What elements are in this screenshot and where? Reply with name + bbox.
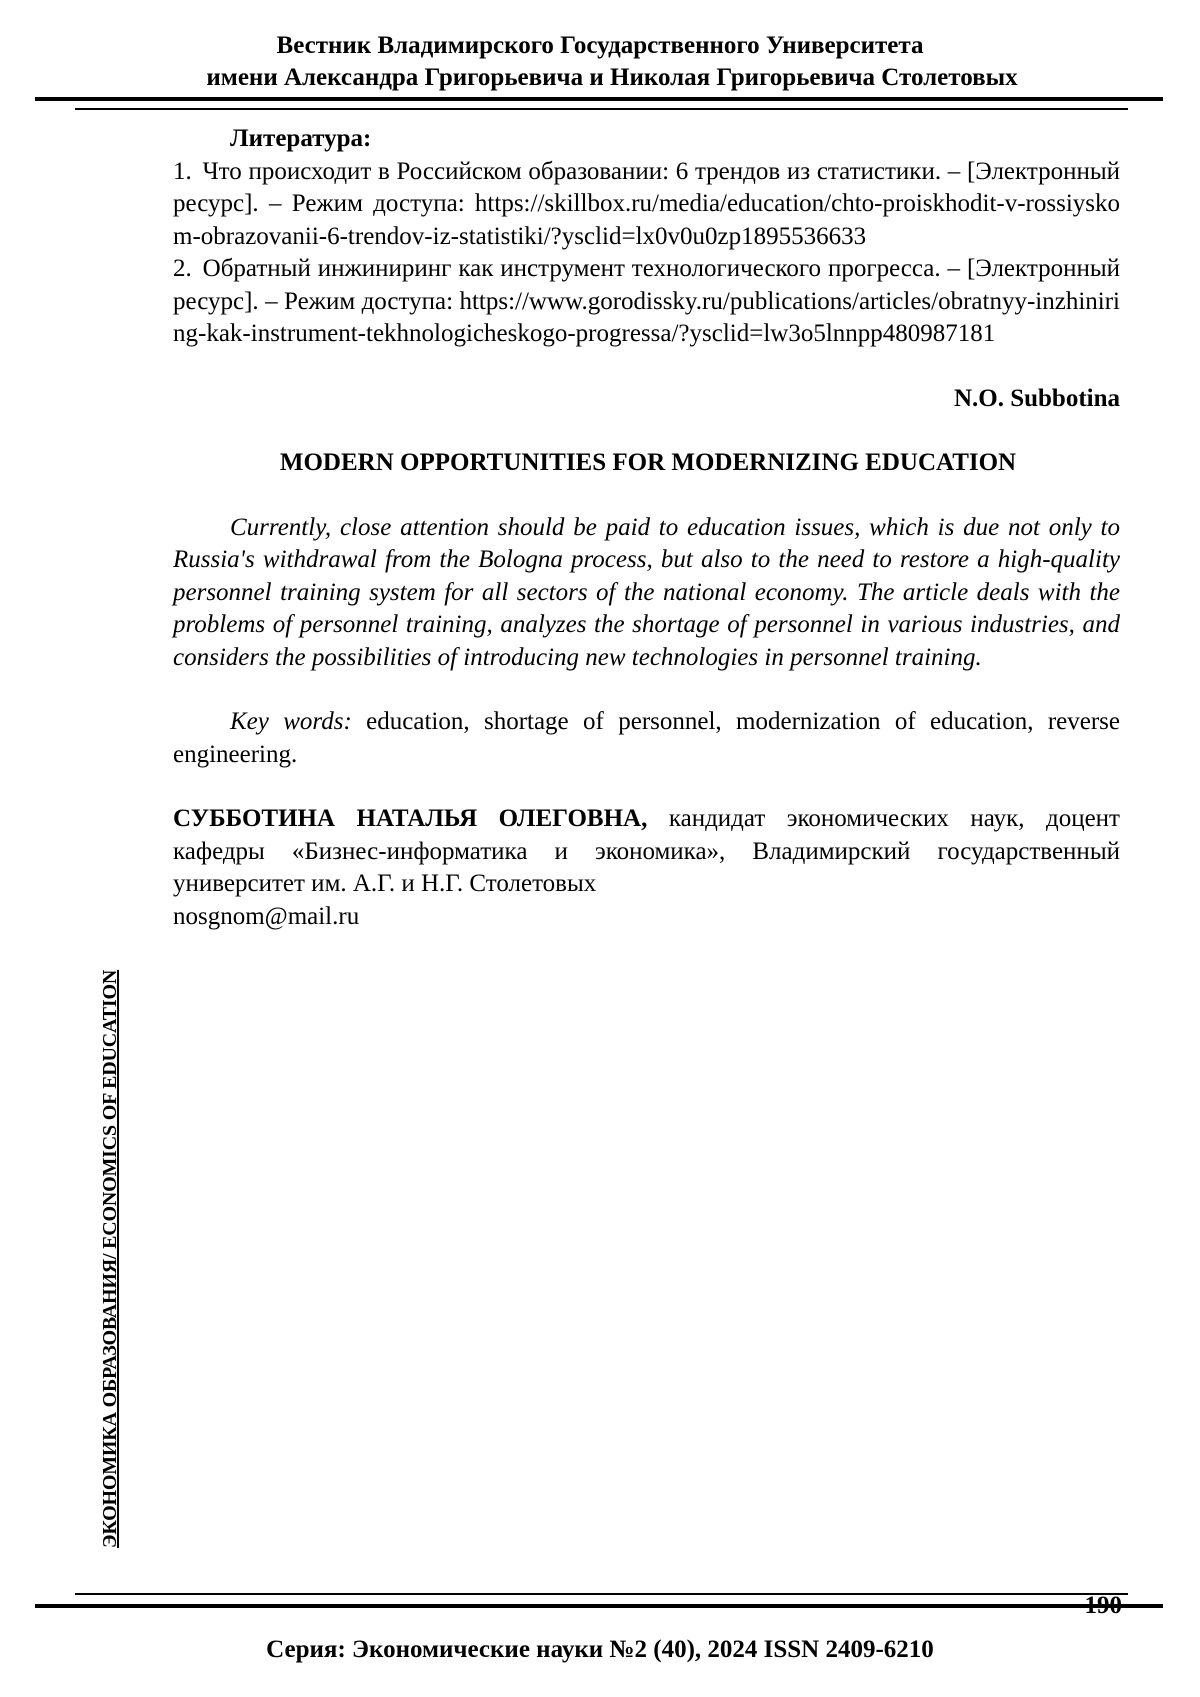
- author-email: nosgnom@mail.ru: [173, 902, 360, 930]
- journal-header: [0, 30, 1200, 94]
- journal-title-line1: Вестник Владимирского Государственного Университета: [276, 32, 924, 59]
- reference-text: Что происходит в Российском образовании: 6 трендов из статистики. – [Электронный ресурс]. – Режим доступа: https://skillbox.ru/media/education/chto-proiskhodit-v-rossiyskom-obrazovanii-6-trendov-iz-statistiki/?ysclid=lx0v0u0zp1895536633: [173, 157, 1120, 250]
- bio-text: кандидат экономических наук, доцент кафедры «Бизнес-информатика и экономика», Владимирский государственный университет им. А.Г. и Н.Г. Столетовых: [173, 805, 1120, 897]
- author-name: N.O. Subbotina: [953, 384, 1120, 412]
- abstract: Currently, close attention should be paid to education issues, which is due not only to Russia's withdrawal from the Bologna process, but also to the need to restore a high-quality personnel training system for all sectors of the national economy. The article deals with the problems of personnel training, analyzes the shortage of personnel in various industries, and considers the possibilities of introducing new technologies in personnel training.: [173, 513, 1120, 671]
- article-title: MODERN OPPORTUNITIES FOR MODERNIZING EDUCATION: [279, 449, 1017, 476]
- literature-heading: Литература:: [230, 125, 372, 152]
- journal-title-line2: имени Александра Григорьевича и Николая Григорьевича Столетовых: [206, 64, 1018, 91]
- keywords-text: education, shortage of personnel, modernization of education, reverse engineering.: [173, 708, 1120, 768]
- reference-item-1: [173, 156, 1120, 254]
- bio-name: СУББОТИНА НАТАЛЬЯ ОЛЕГОВНА,: [173, 805, 648, 832]
- page-number: 190: [1084, 1592, 1122, 1619]
- header-rule-thin: [75, 108, 1128, 110]
- reference-item-2: [173, 253, 1120, 351]
- keywords-label: Key words:: [230, 708, 352, 735]
- keywords: [173, 706, 1120, 771]
- reference-text: Обратный инжиниринг как инструмент технологического прогресса. – [Электронный ресурс]. – Режим доступа: https://www.gorodissky.ru/publications/articles/obratnyy-inzhiniring-kak-instrument-tekhnologicheskogo-progressa/?ysclid=lw3o5lnnpp480987181: [173, 255, 1121, 347]
- header-rule-thick: [35, 97, 1163, 101]
- footer-rule-thick: [35, 1604, 1163, 1608]
- journal-footer: Серия: Экономические науки №2 (40), 2024 ISSN 2409-6210: [266, 1636, 934, 1663]
- author-bio: [173, 803, 1120, 933]
- reference-number: 1.: [173, 157, 192, 185]
- section-side-label: ЭКОНОМИКА ОБРАЗОВАНИЯ/ ECONOMICS OF EDUCATION: [99, 969, 121, 1548]
- reference-number: 2.: [173, 255, 192, 282]
- page-content: [173, 123, 1120, 933]
- footer-rule-thin: [75, 1593, 1128, 1595]
